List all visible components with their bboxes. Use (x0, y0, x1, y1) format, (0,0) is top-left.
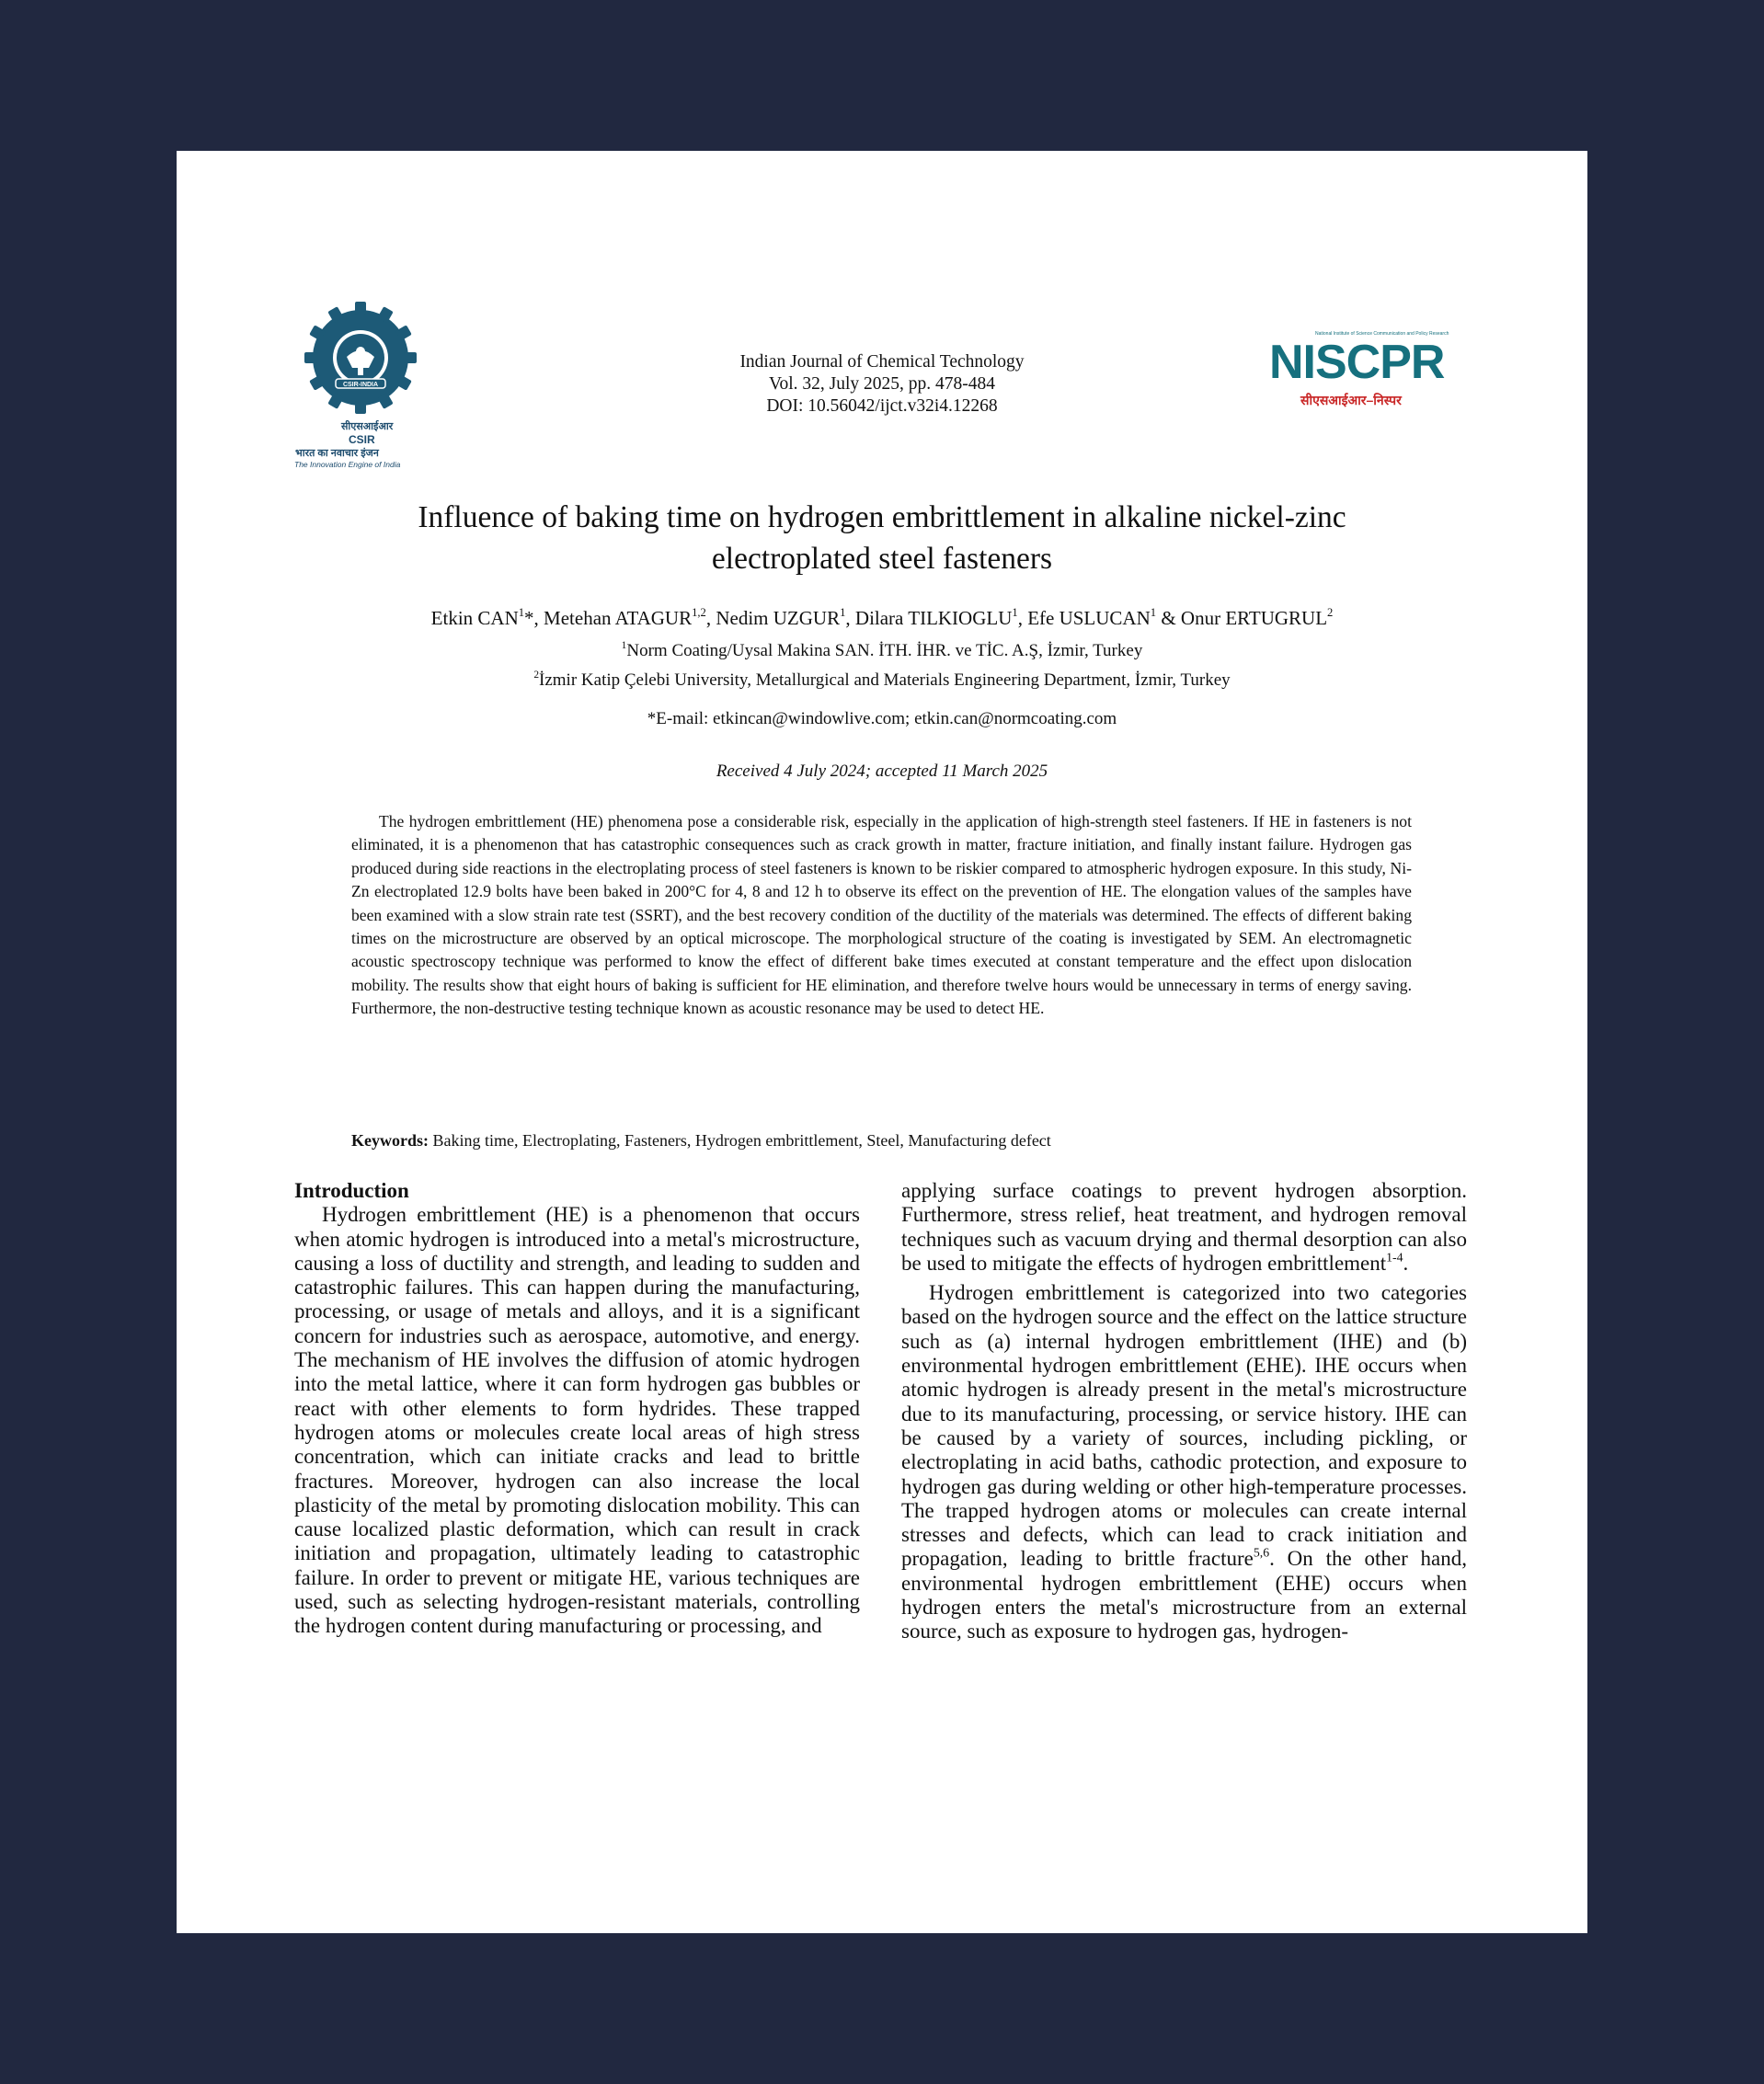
keywords-label: Keywords: (351, 1131, 429, 1150)
nispr-hindi-text: सीएसआईआर–निस्पर (1300, 393, 1402, 407)
journal-doi[interactable]: DOI: 10.56042/ijct.v32i4.12268 (766, 396, 998, 416)
author: Dilara TILKIOGLU$^1$, (854, 606, 1028, 629)
author: Onur ERTUGRUL$^2$ (1180, 606, 1334, 629)
nispr-small-text: National Institute of Science Communication and Policy Research (1315, 331, 1449, 337)
csir-hindi-name: सीएसआईआर (341, 421, 394, 432)
journal-volume: Vol. 32, July 2025, pp. 478-484 (768, 374, 996, 394)
citation-ref: 5,6 (1253, 1545, 1270, 1560)
abstract: The hydrogen embrittlement (HE) phenomena pose a considerable risk, especially in the application of high-strength steel fasteners. If HE in fasteners is not eliminated, it is a phenomenon that has catastrophic consequences such as crack growth in matter, fracture initiation, and finally instant failure. Hydrogen gas produced during side reactions in the electroplating process of steel fasteners is known to be riskier compared to atmospheric hydrogen exposure. In this study, Ni-Zn electroplated 12.9 bolts have been baked in 200°C for 4, 8 and 12 h to observe its effect on the prevention of HE. The elongation values of the samples have been examined with a slow strain rate test (SSRT), and the best recovery condition of the ductility of the materials was determined. The effects of different baking times on the microstructure are observed by an optical microscope. The morphological structure of the coating is investigated by SEM. An electromagnetic acoustic spectroscopy technique was performed to know the effect of different bake times executed at constant temperature and the effect upon dislocation mobility. The results show that eight hours of baking is sufficient for HE elimination, and therefore twelve hours would be unnecessary in terms of energy saving. Furthermore, the non-destructive testing technique known as acoustic resonance may be used to detect HE. (351, 812, 1412, 1018)
paragraph: Hydrogen embrittlement (HE) is a phenomenon that occurs when atomic hydrogen is introduced into a metal's microstructure, causing a loss of ductility and strength, and leading to sudden and catastrophic failures. This can happen during the manufacturing, processing, or usage of metals and alloys, and it is a significant concern for industries such as aerospace, automotive, and energy. The mechanism of HE involves the diffusion of atomic hydrogen into the metal lattice, where it can form hydrogen gas bubbles or react with other elements to form hydrides. These trapped hydrogen atoms or molecules create local areas of high stress concentration, which can initiate cracks and lead to brittle fractures. Moreover, hydrogen can also increase the local plasticity of the metal by promoting dislocation mobility. This can cause localized plastic deformation, which can result in crack initiation and propagation, ultimately leading to catastrophic failure. In order to prevent or mitigate HE, various techniques are used, such as selecting hydrogen-resistant materials, controlling the hydrogen content during manufacturing or processing, and (294, 1203, 860, 1638)
title-line-2: electroplated steel fasteners (711, 542, 1053, 576)
author: Efe USLUCAN$^1$ & (1027, 606, 1181, 629)
nispr-wordmark: NISCPR (1269, 336, 1445, 389)
citation-ref: 1-4 (1386, 1250, 1403, 1265)
title-line-1: Influence of baking time on hydrogen embrittlement in alkaline nickel-zinc (418, 500, 1346, 534)
journal-name: Indian Journal of Chemical Technology (739, 352, 1025, 372)
section-heading-introduction: Introduction (294, 1179, 409, 1202)
keywords (351, 1129, 1412, 1151)
paragraph: applying surface coatings to prevent hydrogen absorption. Furthermore, stress relief, heat treatment, and hydrogen removal techniques such as vacuum drying and thermal desorption can also be used to mitigate the effects of hydrogen embrittlement$^{1-4}$. (901, 1179, 1467, 1275)
keywords-list: Baking time, Electroplating, Fasteners, Hydrogen embrittlement, Steel, Manufacturing defect (429, 1131, 1051, 1150)
body-column-right (901, 1179, 1467, 1644)
author: Etkin CAN$^1$*, (430, 606, 544, 629)
affiliation-1: $^1$Norm Coating/Uysal Makina SAN. İTH. İHR. ve TİC. A.Ş, İzmir, Turkey (621, 640, 1143, 660)
author-list (177, 605, 1587, 631)
affiliation-2: $^2$İzmir Katip Çelebi University, Metallurgical and Materials Engineering Department, İzmir, Turkey (533, 670, 1231, 690)
received-dates: Received 4 July 2024; accepted 11 March 2025 (716, 761, 1048, 781)
paragraph: Hydrogen embrittlement is categorized into two categories based on the hydrogen source and the effect on the lattice structure such as (a) internal hydrogen embrittlement (IHE) and (b) environmental hydrogen embrittlement (EHE). IHE occurs when atomic hydrogen is already present in the metal's microstructure due to its manufacturing, processing, or service history. IHE can be caused by a variety of sources, including pickling, or electroplating in acid baths, cathodic protection, and exposure to hydrogen gas during welding or other high-temperature processes. The trapped hydrogen atoms or molecules can create internal stresses and defects, which can lead to crack initiation and propagation, leading to brittle fracture$^{5,6}$. On the other hand, environmental hydrogen embrittlement (EHE) occurs when hydrogen enters the metal's microstructure from an external source, such as exposure to hydrogen gas, hydrogen- (901, 1281, 1467, 1643)
paper-page (177, 151, 1587, 1933)
author: Nedim UZGUR$^1$, (716, 606, 855, 629)
paper-title (177, 497, 1587, 579)
csir-acronym: CSIR (349, 433, 375, 446)
csir-tagline: The Innovation Engine of India (294, 460, 401, 469)
body-column-left (294, 1179, 860, 1639)
csir-badge-text: CSIR-INDIA (342, 382, 379, 388)
csir-hindi-tagline: भारत का नवाचार इंजन (295, 448, 379, 459)
corresponding-email[interactable]: *E-mail: etkincan@windowlive.com; etkin.can@normcoating.com (647, 709, 1117, 728)
nispr-logo (1269, 327, 1462, 410)
author: Metehan ATAGUR$^{1,2}$, (544, 606, 716, 629)
